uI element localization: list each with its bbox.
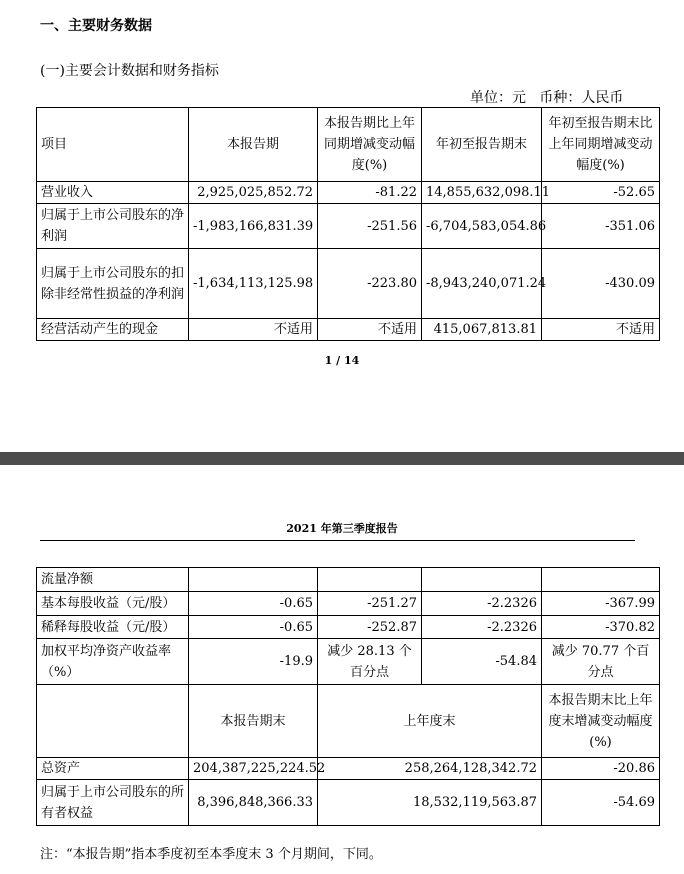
financial-data-table-page2 [36,567,660,826]
row-current: -0.65 [189,592,318,616]
row-ytd: 14,855,632,098.11 [422,182,542,204]
row-yoy [318,568,422,592]
row-yoy: -251.27 [318,592,422,616]
row-yoy: -251.56 [318,204,422,249]
row-yoy: -252.87 [318,616,422,639]
row-change: -20.86 [542,758,660,780]
table-row [37,758,660,780]
header-change: 本报告期末比上年度末增减变动幅度(%) [542,685,660,758]
page-number: 1 / 14 [324,354,360,367]
row-current: -19.9 [189,639,318,685]
row-ytd: -2.2326 [422,616,542,639]
row-item: 归属于上市公司股东的净利润 [37,204,189,249]
row-ytd-change: 不适用 [542,319,660,341]
row-ytd: -2.2326 [422,592,542,616]
table-row [37,780,660,826]
table-row [37,639,660,685]
row-item: 流量净额 [37,568,189,592]
row-item: 归属于上市公司股东的扣除非经常性损益的净利润 [37,249,189,319]
page-separator [0,452,684,465]
header-item-blank [37,685,189,758]
row-ytd-change: -351.06 [542,204,660,249]
header-prior-year-end: 上年度末 [318,685,542,758]
row-ytd-change: -367.99 [542,592,660,616]
report-page-2 [0,465,684,874]
row-ytd-change: -430.09 [542,249,660,319]
row-item: 营业收入 [37,182,189,204]
table-row [37,568,660,592]
row-item: 基本每股收益（元/股） [37,592,189,616]
section-heading: 一、主要财务数据 [40,18,152,34]
row-yoy: 不适用 [318,319,422,341]
row-item: 总资产 [37,758,189,780]
row-period-end: 204,387,225,224.52 [189,758,318,780]
header-item: 项目 [37,108,189,182]
row-prior-year-end: 18,532,119,563.87 [318,780,542,826]
row-current: -0.65 [189,616,318,639]
table-header-row [37,108,660,182]
row-current: -1,983,166,831.39 [189,204,318,249]
row-ytd-change [542,568,660,592]
row-item: 经营活动产生的现金 [37,319,189,341]
row-current: -1,634,113,125.98 [189,249,318,319]
row-yoy: -81.22 [318,182,422,204]
row-item: 加权平均净资产收益率（%） [37,639,189,685]
row-period-end: 8,396,848,366.33 [189,780,318,826]
subsection-heading: (一)主要会计数据和财务指标 [40,63,219,79]
header-current-period: 本报告期 [189,108,318,182]
row-current: 不适用 [189,319,318,341]
row-ytd: -8,943,240,071.24 [422,249,542,319]
financial-data-table-page1 [36,107,660,341]
row-ytd [422,568,542,592]
table-row [37,592,660,616]
header-period-end: 本报告期末 [189,685,318,758]
row-current: 2,925,025,852.72 [189,182,318,204]
table-row [37,204,660,249]
row-prior-year-end: 258,264,128,342.72 [318,758,542,780]
row-item: 归属于上市公司股东的所有者权益 [37,780,189,826]
row-change: -54.69 [542,780,660,826]
header-divider [40,540,635,541]
row-yoy: -223.80 [318,249,422,319]
running-header: 2021 年第三季度报告 [286,522,398,535]
row-ytd: -6,704,583,054.86 [422,204,542,249]
footnote: 注：“本报告期”指本季度初至本季度末 3 个月期间，下同。 [40,847,382,862]
row-current [189,568,318,592]
row-ytd-change: -370.82 [542,616,660,639]
row-ytd-change: -52.65 [542,182,660,204]
table-row [37,249,660,319]
table-row [37,319,660,341]
row-ytd: -54.84 [422,639,542,685]
table-row [37,182,660,204]
header-ytd: 年初至报告期末 [422,108,542,182]
header-yoy-change: 本报告期比上年同期增减变动幅度(%) [318,108,422,182]
unit-currency-label: 单位：元 币种：人民币 [470,90,624,106]
row-ytd: 415,067,813.81 [422,319,542,341]
table-row [37,616,660,639]
row-yoy: 减少 28.13 个百分点 [318,639,422,685]
row-ytd-change: 减少 70.77 个百分点 [542,639,660,685]
row-item: 稀释每股收益（元/股） [37,616,189,639]
balance-header-row [37,685,660,758]
header-ytd-change: 年初至报告期末比上年同期增减变动幅度(%) [542,108,660,182]
